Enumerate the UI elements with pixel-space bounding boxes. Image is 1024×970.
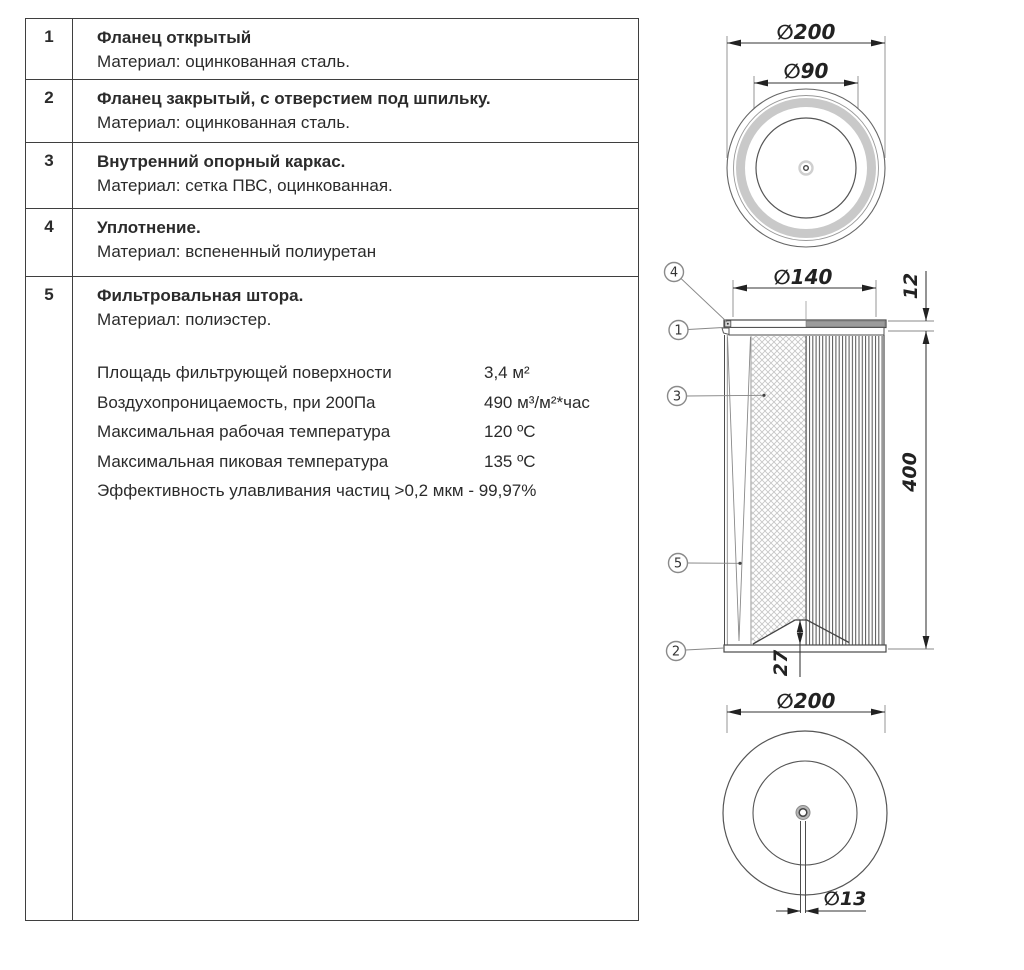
callout-2-label: 2	[671, 644, 681, 660]
spec-row	[97, 358, 626, 388]
row-number: 2	[26, 80, 73, 142]
spec-row	[97, 388, 626, 418]
callout-1	[669, 321, 723, 340]
efficiency-note: Эффективность улавливания частиц >0,2 мкм - 99,97%	[97, 481, 537, 500]
row-content	[73, 277, 638, 920]
dim-cone-height: 27	[770, 649, 792, 677]
part-title: Фильтровальная штора.	[97, 286, 304, 305]
callout-3-label: 3	[672, 389, 682, 405]
spec-label: Воздухопроницаемость, при 200Па	[97, 392, 376, 412]
spec-row	[97, 417, 626, 447]
dim-top-inner-diameter: ∅90	[783, 59, 829, 83]
dim-side-top-diameter: ∅140	[773, 265, 833, 289]
callout-5	[669, 554, 742, 573]
part-title: Уплотнение.	[97, 218, 201, 237]
row-number: 3	[26, 143, 73, 208]
flange-section-fill	[806, 321, 885, 327]
spec-value: 120 ºС	[484, 422, 536, 441]
top-view	[727, 20, 885, 247]
spec-value: 490 м³/м²*час	[484, 392, 590, 412]
part-material: Материал: вспененный полиуретан	[97, 242, 377, 261]
row-number: 4	[26, 209, 73, 276]
spec-label: Площадь фильтрующей поверхности	[97, 363, 392, 382]
row-number: 1	[26, 19, 73, 79]
spec-value: 135 ºС	[484, 451, 536, 471]
part-title: Внутренний опорный каркас.	[97, 152, 346, 171]
callout-1-label: 1	[674, 323, 683, 339]
side-view	[665, 263, 935, 678]
bottom-view	[723, 689, 887, 914]
callout-2	[667, 642, 725, 661]
filter-pleats	[806, 336, 884, 645]
parts-table	[25, 18, 639, 921]
callout-4-label: 4	[669, 265, 679, 281]
row-content	[73, 80, 638, 142]
part-material: Материал: сетка ПВС, оцинкованная.	[97, 176, 393, 195]
table-row	[26, 143, 638, 209]
table-row	[26, 209, 638, 277]
row-number: 5	[26, 277, 73, 920]
spec-label: Максимальная рабочая температура	[97, 422, 391, 441]
table-row	[26, 80, 638, 143]
spec-value: 3,4 м²	[484, 363, 530, 382]
technical-drawing	[650, 0, 1024, 970]
dim-stud-hole-diameter: ∅13	[823, 888, 867, 910]
dim-body-height: 400	[899, 452, 921, 492]
table-row	[26, 19, 638, 80]
part-material: Материал: оцинкованная сталь.	[97, 113, 350, 132]
callout-4	[665, 263, 728, 323]
spec-label: Максимальная пиковая температура	[97, 451, 389, 471]
spec-row	[97, 447, 626, 477]
row-content	[73, 19, 638, 79]
part-material: Материал: полиэстер.	[97, 310, 272, 329]
spec-list	[97, 358, 626, 506]
dim-bottom-outer-diameter: ∅200	[776, 689, 836, 713]
part-title: Фланец закрытый, с отверстием под шпильку.	[97, 89, 491, 108]
table-row	[26, 277, 638, 920]
part-material: Материал: оцинкованная сталь.	[97, 52, 350, 71]
row-content	[73, 209, 638, 276]
dim-flange-height: 12	[900, 272, 922, 300]
support-cage-mesh	[751, 336, 806, 644]
callout-5-label: 5	[673, 556, 683, 572]
dim-top-outer-diameter: ∅200	[776, 20, 836, 44]
row-content	[73, 143, 638, 208]
part-title: Фланец открытый	[97, 28, 252, 47]
